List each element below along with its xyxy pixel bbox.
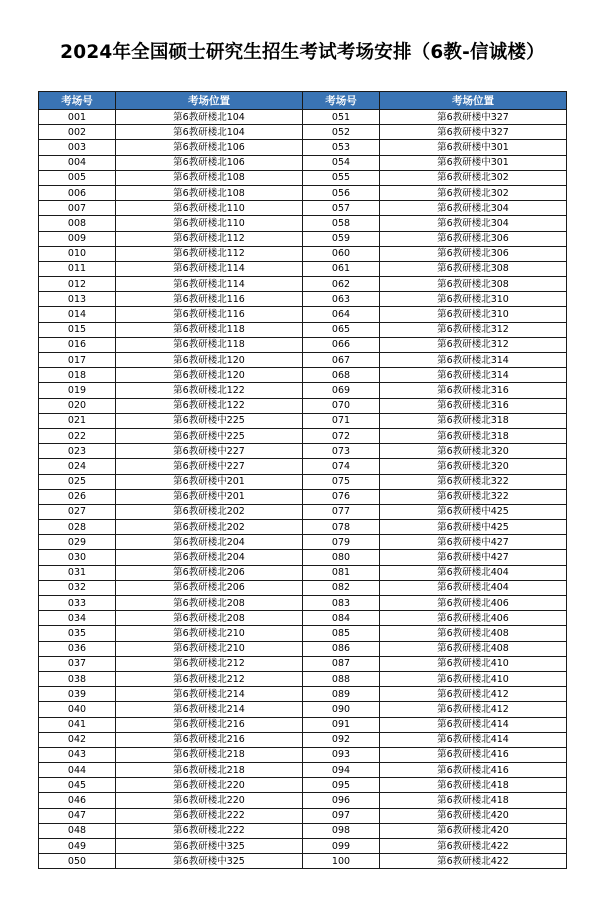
room-location-left-cell: 第6教研楼北114 (116, 261, 303, 276)
table-row (39, 231, 567, 246)
room-number-left-cell: 012 (39, 277, 116, 292)
room-number-left-cell: 039 (39, 687, 116, 702)
room-number-left-cell: 008 (39, 216, 116, 231)
table-row (39, 626, 567, 641)
room-location-right-cell: 第6教研楼北320 (380, 459, 567, 474)
room-number-right-cell: 099 (303, 839, 380, 854)
room-number-left-cell: 024 (39, 459, 116, 474)
room-number-right-cell: 055 (303, 170, 380, 185)
room-number-right-cell: 092 (303, 732, 380, 747)
room-number-right-cell: 096 (303, 793, 380, 808)
room-number-left-cell: 009 (39, 231, 116, 246)
room-location-right-cell: 第6教研楼北304 (380, 201, 567, 216)
room-location-right-cell: 第6教研楼北406 (380, 611, 567, 626)
table-row (39, 307, 567, 322)
table-row (39, 489, 567, 504)
table-row (39, 246, 567, 261)
room-number-left-cell: 028 (39, 520, 116, 535)
room-number-left-cell: 019 (39, 383, 116, 398)
room-number-right-cell: 083 (303, 596, 380, 611)
room-number-right-cell: 059 (303, 231, 380, 246)
room-location-left-cell: 第6教研楼北214 (116, 702, 303, 717)
room-location-left-cell: 第6教研楼中227 (116, 459, 303, 474)
room-number-left-cell: 001 (39, 110, 116, 125)
table-row (39, 535, 567, 550)
room-number-left-cell: 034 (39, 611, 116, 626)
room-location-left-cell: 第6教研楼北220 (116, 793, 303, 808)
table-row (39, 337, 567, 352)
table-row (39, 292, 567, 307)
table-row (39, 687, 567, 702)
room-location-left-cell: 第6教研楼北120 (116, 368, 303, 383)
table-row (39, 322, 567, 337)
room-number-right-cell: 082 (303, 580, 380, 595)
room-number-right-cell: 088 (303, 671, 380, 686)
room-location-right-cell: 第6教研楼北308 (380, 261, 567, 276)
room-number-right-cell: 061 (303, 261, 380, 276)
room-number-left-cell: 011 (39, 261, 116, 276)
room-number-right-cell: 100 (303, 854, 380, 869)
room-number-left-cell: 032 (39, 580, 116, 595)
room-number-right-cell: 063 (303, 292, 380, 307)
room-location-left-cell: 第6教研楼北220 (116, 778, 303, 793)
room-location-left-cell: 第6教研楼北212 (116, 656, 303, 671)
room-location-right-cell: 第6教研楼中425 (380, 504, 567, 519)
room-location-left-cell: 第6教研楼北214 (116, 687, 303, 702)
room-location-left-cell: 第6教研楼北222 (116, 823, 303, 838)
room-location-left-cell: 第6教研楼北106 (116, 155, 303, 170)
room-number-right-cell: 062 (303, 277, 380, 292)
room-number-right-cell: 068 (303, 368, 380, 383)
table-row (39, 474, 567, 489)
room-location-right-cell: 第6教研楼北312 (380, 337, 567, 352)
room-number-right-cell: 080 (303, 550, 380, 565)
room-location-right-cell: 第6教研楼北322 (380, 489, 567, 504)
table-row (39, 808, 567, 823)
header-room-location-right: 考场位置 (380, 92, 567, 110)
room-number-right-cell: 075 (303, 474, 380, 489)
room-number-left-cell: 004 (39, 155, 116, 170)
room-location-left-cell: 第6教研楼北210 (116, 626, 303, 641)
room-number-right-cell: 056 (303, 185, 380, 200)
room-number-right-cell: 076 (303, 489, 380, 504)
room-location-right-cell: 第6教研楼北410 (380, 671, 567, 686)
room-location-right-cell: 第6教研楼北418 (380, 778, 567, 793)
room-number-right-cell: 054 (303, 155, 380, 170)
room-number-left-cell: 020 (39, 398, 116, 413)
table-row (39, 580, 567, 595)
table-row (39, 110, 567, 125)
room-number-right-cell: 097 (303, 808, 380, 823)
room-location-right-cell: 第6教研楼北312 (380, 322, 567, 337)
room-location-left-cell: 第6教研楼北208 (116, 596, 303, 611)
table-row (39, 671, 567, 686)
room-location-right-cell: 第6教研楼北420 (380, 823, 567, 838)
room-number-left-cell: 014 (39, 307, 116, 322)
room-location-right-cell: 第6教研楼中427 (380, 550, 567, 565)
room-number-right-cell: 073 (303, 444, 380, 459)
room-location-right-cell: 第6教研楼北416 (380, 763, 567, 778)
table-row (39, 504, 567, 519)
room-location-right-cell: 第6教研楼北318 (380, 413, 567, 428)
room-number-left-cell: 036 (39, 641, 116, 656)
room-number-left-cell: 023 (39, 444, 116, 459)
room-location-right-cell: 第6教研楼北408 (380, 626, 567, 641)
room-location-left-cell: 第6教研楼北208 (116, 611, 303, 626)
room-number-right-cell: 066 (303, 337, 380, 352)
room-number-left-cell: 031 (39, 565, 116, 580)
room-location-right-cell: 第6教研楼北404 (380, 580, 567, 595)
room-number-left-cell: 048 (39, 823, 116, 838)
table-row (39, 444, 567, 459)
room-number-left-cell: 015 (39, 322, 116, 337)
room-number-left-cell: 018 (39, 368, 116, 383)
room-location-left-cell: 第6教研楼北118 (116, 337, 303, 352)
room-number-right-cell: 052 (303, 125, 380, 140)
room-location-right-cell: 第6教研楼北406 (380, 596, 567, 611)
room-location-right-cell: 第6教研楼中301 (380, 140, 567, 155)
room-location-left-cell: 第6教研楼北218 (116, 763, 303, 778)
room-number-left-cell: 017 (39, 353, 116, 368)
table-header-row (39, 92, 567, 110)
table-row (39, 823, 567, 838)
table-row (39, 732, 567, 747)
room-number-left-cell: 016 (39, 337, 116, 352)
room-number-right-cell: 069 (303, 383, 380, 398)
room-location-right-cell: 第6教研楼北410 (380, 656, 567, 671)
room-location-left-cell: 第6教研楼北216 (116, 732, 303, 747)
room-location-left-cell: 第6教研楼北122 (116, 398, 303, 413)
room-location-left-cell: 第6教研楼北108 (116, 170, 303, 185)
table-row (39, 413, 567, 428)
room-location-left-cell: 第6教研楼中225 (116, 413, 303, 428)
header-room-location-left: 考场位置 (116, 92, 303, 110)
room-location-left-cell: 第6教研楼北106 (116, 140, 303, 155)
room-number-left-cell: 038 (39, 671, 116, 686)
room-location-right-cell: 第6教研楼北320 (380, 444, 567, 459)
table-row (39, 702, 567, 717)
table-row (39, 763, 567, 778)
room-number-left-cell: 027 (39, 504, 116, 519)
room-location-left-cell: 第6教研楼中227 (116, 444, 303, 459)
table-row (39, 398, 567, 413)
table-row (39, 854, 567, 869)
table-row (39, 277, 567, 292)
table-row (39, 261, 567, 276)
room-number-left-cell: 005 (39, 170, 116, 185)
room-location-left-cell: 第6教研楼北120 (116, 353, 303, 368)
header-room-number-right: 考场号 (303, 92, 380, 110)
table-row (39, 839, 567, 854)
room-location-left-cell: 第6教研楼北112 (116, 246, 303, 261)
table-row (39, 656, 567, 671)
room-location-right-cell: 第6教研楼北322 (380, 474, 567, 489)
room-number-left-cell: 013 (39, 292, 116, 307)
room-location-right-cell: 第6教研楼北422 (380, 839, 567, 854)
room-number-right-cell: 067 (303, 353, 380, 368)
room-number-left-cell: 035 (39, 626, 116, 641)
room-number-right-cell: 086 (303, 641, 380, 656)
room-location-left-cell: 第6教研楼中325 (116, 854, 303, 869)
header-room-number-left: 考场号 (39, 92, 116, 110)
room-number-left-cell: 045 (39, 778, 116, 793)
room-location-right-cell: 第6教研楼北316 (380, 383, 567, 398)
room-number-left-cell: 041 (39, 717, 116, 732)
room-location-left-cell: 第6教研楼中325 (116, 839, 303, 854)
room-location-right-cell: 第6教研楼北404 (380, 565, 567, 580)
room-location-left-cell: 第6教研楼北210 (116, 641, 303, 656)
room-location-left-cell: 第6教研楼中225 (116, 428, 303, 443)
page-title: 2024年全国硕士研究生招生考试考场安排（6教-信诚楼） (60, 42, 545, 63)
room-location-left-cell: 第6教研楼北108 (116, 185, 303, 200)
room-number-right-cell: 051 (303, 110, 380, 125)
room-location-left-cell: 第6教研楼北212 (116, 671, 303, 686)
room-location-left-cell: 第6教研楼中201 (116, 489, 303, 504)
table-row (39, 383, 567, 398)
room-location-right-cell: 第6教研楼北422 (380, 854, 567, 869)
room-number-left-cell: 003 (39, 140, 116, 155)
room-location-right-cell: 第6教研楼北412 (380, 702, 567, 717)
room-location-right-cell: 第6教研楼北304 (380, 216, 567, 231)
room-number-right-cell: 087 (303, 656, 380, 671)
room-number-right-cell: 065 (303, 322, 380, 337)
room-number-left-cell: 047 (39, 808, 116, 823)
room-number-right-cell: 077 (303, 504, 380, 519)
room-location-left-cell: 第6教研楼北122 (116, 383, 303, 398)
room-location-left-cell: 第6教研楼北116 (116, 292, 303, 307)
room-number-left-cell: 042 (39, 732, 116, 747)
table-row (39, 611, 567, 626)
room-location-left-cell: 第6教研楼北204 (116, 550, 303, 565)
table-row (39, 185, 567, 200)
table-row (39, 565, 567, 580)
room-number-right-cell: 078 (303, 520, 380, 535)
room-number-left-cell: 030 (39, 550, 116, 565)
room-location-left-cell: 第6教研楼北118 (116, 322, 303, 337)
room-number-right-cell: 094 (303, 763, 380, 778)
room-location-right-cell: 第6教研楼北418 (380, 793, 567, 808)
room-location-left-cell: 第6教研楼北116 (116, 307, 303, 322)
table-row (39, 717, 567, 732)
room-number-right-cell: 058 (303, 216, 380, 231)
room-location-right-cell: 第6教研楼北412 (380, 687, 567, 702)
room-location-right-cell: 第6教研楼北302 (380, 185, 567, 200)
room-number-right-cell: 090 (303, 702, 380, 717)
room-location-left-cell: 第6教研楼北218 (116, 747, 303, 762)
room-location-right-cell: 第6教研楼北314 (380, 368, 567, 383)
room-number-left-cell: 049 (39, 839, 116, 854)
room-number-right-cell: 093 (303, 747, 380, 762)
room-number-right-cell: 084 (303, 611, 380, 626)
room-number-left-cell: 025 (39, 474, 116, 489)
room-location-left-cell: 第6教研楼北104 (116, 110, 303, 125)
room-number-left-cell: 037 (39, 656, 116, 671)
room-location-left-cell: 第6教研楼北204 (116, 535, 303, 550)
table-row (39, 596, 567, 611)
room-number-right-cell: 085 (303, 626, 380, 641)
table-body (39, 110, 567, 869)
room-location-left-cell: 第6教研楼北104 (116, 125, 303, 140)
room-number-left-cell: 006 (39, 185, 116, 200)
room-location-right-cell: 第6教研楼北414 (380, 717, 567, 732)
room-number-right-cell: 071 (303, 413, 380, 428)
room-location-left-cell: 第6教研楼北216 (116, 717, 303, 732)
room-location-left-cell: 第6教研楼北114 (116, 277, 303, 292)
exam-room-table (38, 91, 567, 869)
room-location-right-cell: 第6教研楼北306 (380, 231, 567, 246)
room-location-left-cell: 第6教研楼北112 (116, 231, 303, 246)
room-location-right-cell: 第6教研楼北420 (380, 808, 567, 823)
room-location-right-cell: 第6教研楼中301 (380, 155, 567, 170)
table-row (39, 747, 567, 762)
room-location-right-cell: 第6教研楼北308 (380, 277, 567, 292)
room-number-right-cell: 098 (303, 823, 380, 838)
room-location-left-cell: 第6教研楼北222 (116, 808, 303, 823)
room-number-right-cell: 064 (303, 307, 380, 322)
room-number-left-cell: 026 (39, 489, 116, 504)
room-number-left-cell: 040 (39, 702, 116, 717)
room-number-left-cell: 050 (39, 854, 116, 869)
table-row (39, 428, 567, 443)
room-location-right-cell: 第6教研楼北414 (380, 732, 567, 747)
room-number-left-cell: 033 (39, 596, 116, 611)
table-row (39, 140, 567, 155)
room-number-right-cell: 079 (303, 535, 380, 550)
table-row (39, 155, 567, 170)
room-location-right-cell: 第6教研楼北316 (380, 398, 567, 413)
room-location-right-cell: 第6教研楼北306 (380, 246, 567, 261)
room-number-right-cell: 053 (303, 140, 380, 155)
table-row (39, 778, 567, 793)
room-location-left-cell: 第6教研楼北206 (116, 580, 303, 595)
room-number-left-cell: 043 (39, 747, 116, 762)
table-row (39, 550, 567, 565)
table-row (39, 368, 567, 383)
table-row (39, 459, 567, 474)
room-location-right-cell: 第6教研楼北310 (380, 307, 567, 322)
room-number-right-cell: 060 (303, 246, 380, 261)
room-location-left-cell: 第6教研楼北110 (116, 201, 303, 216)
table-row (39, 353, 567, 368)
room-location-right-cell: 第6教研楼中327 (380, 110, 567, 125)
room-location-right-cell: 第6教研楼北302 (380, 170, 567, 185)
table-row (39, 201, 567, 216)
room-location-right-cell: 第6教研楼中327 (380, 125, 567, 140)
room-location-left-cell: 第6教研楼北110 (116, 216, 303, 231)
table-row (39, 170, 567, 185)
room-number-right-cell: 091 (303, 717, 380, 732)
room-number-left-cell: 022 (39, 428, 116, 443)
room-number-right-cell: 057 (303, 201, 380, 216)
room-number-right-cell: 074 (303, 459, 380, 474)
room-location-left-cell: 第6教研楼北206 (116, 565, 303, 580)
room-location-left-cell: 第6教研楼北202 (116, 520, 303, 535)
room-location-left-cell: 第6教研楼北202 (116, 504, 303, 519)
table-row (39, 520, 567, 535)
table-row (39, 641, 567, 656)
room-location-right-cell: 第6教研楼北408 (380, 641, 567, 656)
room-number-left-cell: 002 (39, 125, 116, 140)
room-location-right-cell: 第6教研楼北310 (380, 292, 567, 307)
room-number-right-cell: 095 (303, 778, 380, 793)
table-row (39, 793, 567, 808)
room-number-left-cell: 044 (39, 763, 116, 778)
room-location-right-cell: 第6教研楼北416 (380, 747, 567, 762)
room-number-left-cell: 029 (39, 535, 116, 550)
room-number-right-cell: 081 (303, 565, 380, 580)
room-location-right-cell: 第6教研楼北318 (380, 428, 567, 443)
table-row (39, 216, 567, 231)
room-number-left-cell: 010 (39, 246, 116, 261)
room-number-right-cell: 072 (303, 428, 380, 443)
table-row (39, 125, 567, 140)
room-location-left-cell: 第6教研楼中201 (116, 474, 303, 489)
room-number-right-cell: 089 (303, 687, 380, 702)
room-location-right-cell: 第6教研楼中427 (380, 535, 567, 550)
room-number-left-cell: 046 (39, 793, 116, 808)
room-number-right-cell: 070 (303, 398, 380, 413)
room-number-left-cell: 007 (39, 201, 116, 216)
room-location-right-cell: 第6教研楼中425 (380, 520, 567, 535)
room-number-left-cell: 021 (39, 413, 116, 428)
room-location-right-cell: 第6教研楼北314 (380, 353, 567, 368)
